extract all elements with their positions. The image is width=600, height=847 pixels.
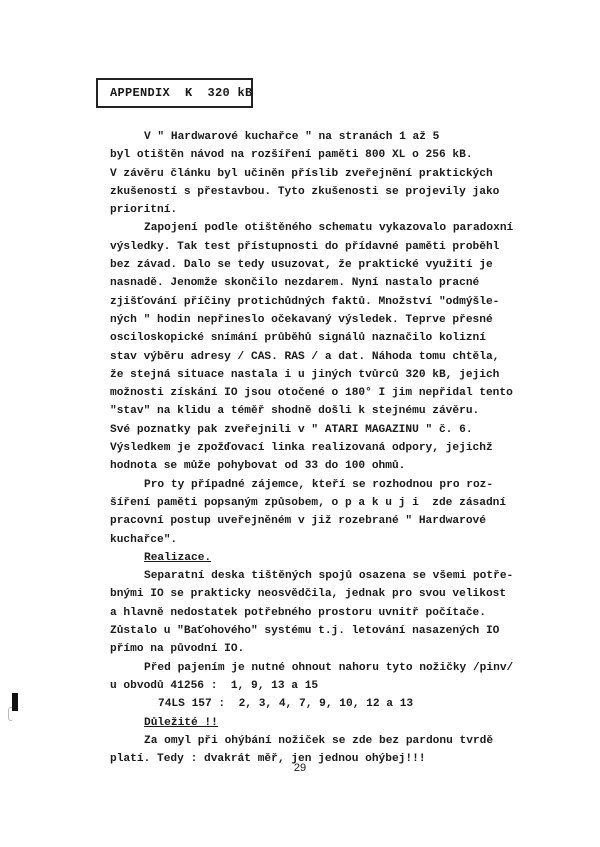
text-line: zkušeností s přestavbou. Tyto zkušenosti se projevily jako (110, 185, 500, 198)
text-line: pracovní postup uveřejněném v již rozebrané " Hardwarové (110, 515, 486, 528)
text-line: šíření paměti popsaným způsobem, o p a k u j i zde zásadní (110, 496, 507, 509)
margin-mark (12, 693, 18, 711)
text-line: stav výběru adresy / CAS. RAS / a dat. Náhoda tomu chtěla, (110, 350, 500, 363)
text-line: byl otištěn návod na rozšíření paměti 800 XL o 256 kB. (110, 149, 473, 162)
text-line: Před pajením je nutné ohnout nahoru tyto nožičky /pinv/ (144, 661, 514, 674)
appendix-heading: APPENDIX K 320 kB (110, 86, 253, 100)
page-number: 29 (293, 762, 307, 774)
text-line: přímo na původní IO. (110, 643, 245, 656)
text-line: u obvodů 41256 : 1, 9, 13 a 15 (110, 679, 319, 692)
text-line: a hlavně nedostatek potřebného prostoru uvnitř počítače. (110, 606, 486, 619)
text-line: Své poznatky pak zveřejnili v " ATARI MAGAZINU " č. 6. (110, 423, 473, 436)
text-line: Realizace. (144, 551, 212, 564)
text-line: osciloskopické snímání průběhů signálů naznačilo kolizní (110, 332, 486, 345)
document-body (110, 128, 550, 768)
text-line: 74LS 157 : 2, 3, 4, 7, 9, 10, 12 a 13 (158, 698, 414, 711)
text-line: Separatní deska tištěných spojů osazena se všemi potře- (144, 570, 514, 583)
text-line: Výsledkem je zpožďovací linka realizovaná odpory, jejichž (110, 442, 493, 455)
text-line: V " Hardwarové kuchařce " na stranách 1 až 5 (144, 131, 440, 143)
text-line: ných " hodin nepřineslo očekavaný výsledek. Teprve přesné (110, 313, 493, 326)
text-line: Zapojení podle otištěného schematu vykazovalo paradoxní (144, 222, 514, 235)
text-line: Za omyl při ohýbání nožiček se zde bez pardonu tvrdě (144, 734, 494, 747)
text-line: Pro ty případné zájemce, kteří se rozhodnou pro roz- (144, 478, 494, 491)
text-line: že stejná situace nastala i u jiných tvůrců 320 kB, jejich (110, 368, 500, 381)
text-line: platí. Tedy : dvakrát měř, jen jednou ohýbej!!! (110, 753, 426, 766)
text-line: prioritní. (110, 204, 178, 217)
text-line: Důležité !! (144, 716, 218, 729)
text-line: hodnota se může pohybovat od 33 do 100 ohmů. (110, 460, 406, 473)
text-line: V závěru článku byl učiněn příslib zveřejnění praktických (110, 167, 493, 180)
text-line: výsledky. Tak test přístupnosti do přídavné paměti proběhl (110, 240, 500, 253)
text-line: bnými IO se prakticky neosvědčila, jednak pro svou velikost (110, 588, 507, 601)
text-line: možnosti získání IO jsou otočené o 180° I jim nepřidal tento (110, 387, 513, 400)
text-line: zjišťování příčiny protichůdných faktů. Množství "odmýšle- (110, 295, 500, 308)
binding-mark (8, 707, 12, 721)
text-line: Zůstalo u "Baťohového" systému t.j. letování nasazených IO (110, 625, 500, 638)
text-line: "stav" na klidu a téměř shodně došli k stejnému závěru. (110, 405, 480, 418)
text-line: bez závad. Dalo se tedy usuzovat, že praktické využití je (110, 259, 493, 272)
text-line: kuchařce". (110, 533, 178, 546)
text-line: nasnadě. Jenomže skončilo nezdarem. Nyní nastalo pracné (110, 277, 480, 290)
